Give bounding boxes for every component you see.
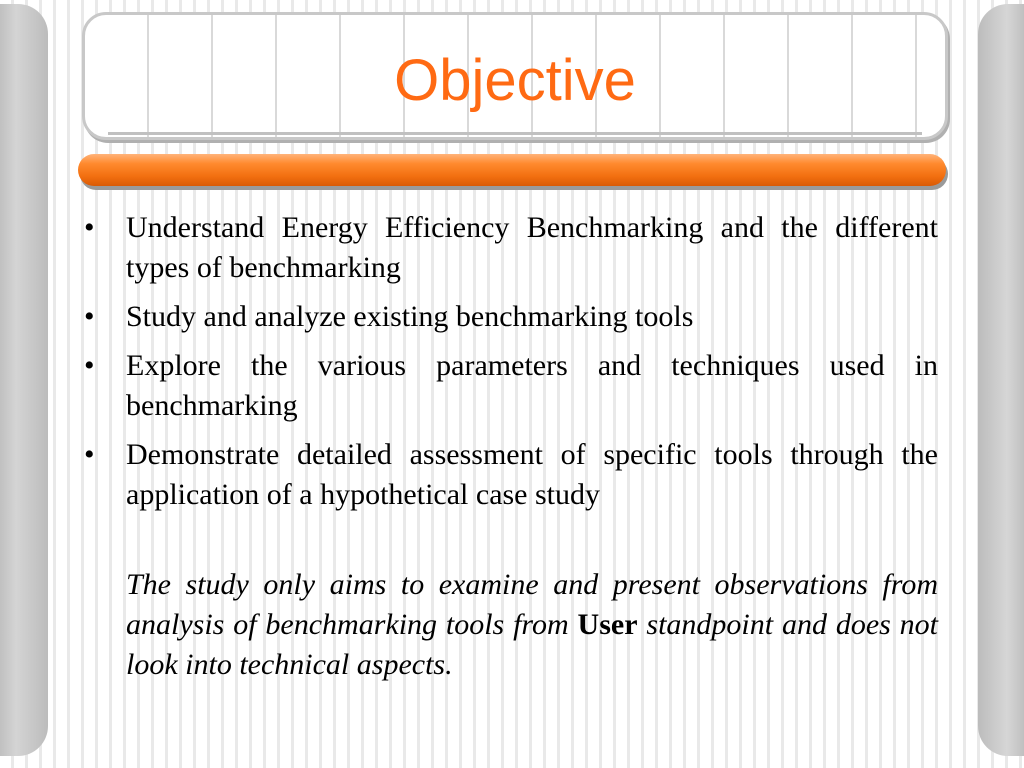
title-underline xyxy=(108,132,922,135)
bullet-item xyxy=(84,435,938,515)
bullet-icon: • xyxy=(84,438,95,471)
bullet-text: Understand Energy Efficiency Benchmarking and the different types of benchmarking xyxy=(126,211,938,284)
bullet-text: Explore the various parameters and techniques used in benchmarking xyxy=(126,349,938,422)
scope-note-text: The study only aims to examine and present observations from analysis of benchmarking tools from xyxy=(126,568,938,641)
scope-note xyxy=(126,565,938,685)
left-decorative-bar xyxy=(0,4,48,756)
bullet-item xyxy=(84,346,938,426)
slide-title: Objective xyxy=(394,48,636,113)
bullet-icon: • xyxy=(84,300,95,333)
bullet-icon: • xyxy=(84,349,95,382)
bullet-item xyxy=(84,297,938,337)
orange-accent-bar xyxy=(78,154,946,186)
scope-note-text-end: standpoint and does not look into technical aspects. xyxy=(126,608,939,681)
bullet-icon: • xyxy=(84,211,95,244)
scope-note-emphasis: User xyxy=(577,608,638,641)
bullet-text: Study and analyze existing benchmarking tools xyxy=(126,300,694,333)
bullet-item xyxy=(84,208,938,288)
right-decorative-bar xyxy=(978,4,1024,756)
bullet-list xyxy=(84,208,938,515)
bullet-text: Demonstrate detailed assessment of specific tools through the application of a hypothetical case study xyxy=(126,438,938,511)
slide-body xyxy=(84,208,938,685)
